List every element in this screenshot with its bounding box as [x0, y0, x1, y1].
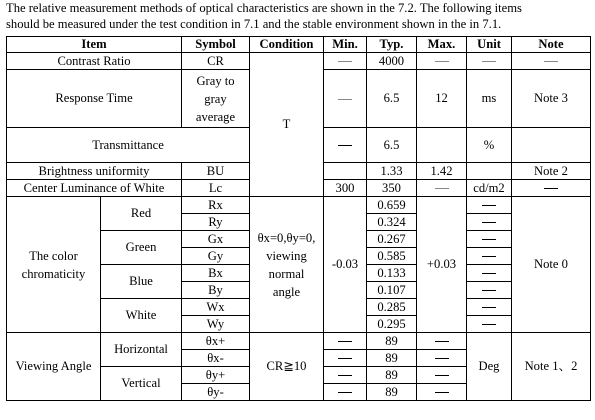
chroma-group-green: Green — [101, 231, 182, 265]
viewing-min-yp — [324, 367, 367, 384]
response-item: Response Time — [7, 70, 182, 128]
chroma-typ-gy: 0.585 — [367, 248, 417, 265]
chroma-unit-bx — [467, 265, 512, 282]
response-min — [324, 70, 367, 128]
chroma-condition-line-3: normal — [268, 266, 305, 281]
viewing-max-xm — [417, 350, 467, 367]
chroma-typ-ry: 0.324 — [367, 214, 417, 231]
chroma-symbol-ry: Ry — [182, 214, 250, 231]
viewing-note: Note 1、2 — [512, 333, 591, 401]
luminance-item: Center Luminance of White — [7, 180, 182, 197]
chroma-unit-wy — [467, 316, 512, 333]
header-condition: Condition — [250, 37, 324, 53]
chroma-condition-line-2: viewing — [266, 248, 307, 263]
viewing-typ-ym: 89 — [367, 384, 417, 401]
response-typ: 6.5 — [367, 70, 417, 128]
intro-line-1: The relative measurement methods of optical characteristics are shown in the 7.2. The following items — [6, 1, 522, 15]
chroma-max: +0.03 — [417, 197, 467, 333]
optical-characteristics-table — [6, 36, 591, 401]
chroma-symbol-wx: Wx — [182, 299, 250, 316]
chroma-symbol-by: By — [182, 282, 250, 299]
viewing-typ-xm: 89 — [367, 350, 417, 367]
luminance-max — [417, 180, 467, 197]
contrast-min — [324, 53, 367, 70]
chroma-symbol-gx: Gx — [182, 231, 250, 248]
brightness-typ: 1.33 — [367, 163, 417, 180]
viewing-group-horizontal: Horizontal — [101, 333, 182, 367]
viewing-min-ym — [324, 384, 367, 401]
transmittance-unit: % — [467, 128, 512, 163]
intro-text — [6, 0, 591, 32]
chroma-condition-line-4: angle — [272, 284, 301, 299]
response-max: 12 — [417, 70, 467, 128]
brightness-max: 1.42 — [417, 163, 467, 180]
chroma-unit-rx — [467, 197, 512, 214]
response-note: Note 3 — [512, 70, 591, 128]
transmittance-condition: T — [250, 53, 324, 197]
viewing-typ-xp: 89 — [367, 333, 417, 350]
brightness-unit — [467, 163, 512, 180]
viewing-max-yp — [417, 367, 467, 384]
chroma-typ-by: 0.107 — [367, 282, 417, 299]
contrast-item: Contrast Ratio — [7, 53, 182, 70]
response-unit: ms — [467, 70, 512, 128]
chroma-min: -0.03 — [324, 197, 367, 333]
chroma-unit-ry — [467, 214, 512, 231]
chroma-typ-rx: 0.659 — [367, 197, 417, 214]
chroma-symbol-wy: Wy — [182, 316, 250, 333]
viewing-group-vertical: Vertical — [101, 367, 182, 401]
chroma-item — [7, 197, 101, 333]
table-row-contrast — [7, 53, 591, 70]
chroma-condition — [250, 197, 324, 333]
chroma-group-red: Red — [101, 197, 182, 231]
luminance-note — [512, 180, 591, 197]
response-symbol-line-2: gray — [204, 91, 227, 106]
contrast-note — [512, 53, 591, 70]
header-typ: Typ. — [367, 37, 417, 53]
header-row — [7, 37, 591, 53]
chroma-unit-wx — [467, 299, 512, 316]
contrast-symbol: CR — [182, 53, 250, 70]
transmittance-max — [417, 128, 467, 163]
chroma-symbol-gy: Gy — [182, 248, 250, 265]
header-max: Max. — [417, 37, 467, 53]
header-item: Item — [7, 37, 182, 53]
chroma-symbol-bx: Bx — [182, 265, 250, 282]
chroma-unit-gy — [467, 248, 512, 265]
viewing-typ-yp: 89 — [367, 367, 417, 384]
intro-line-2: should be measured under the test condition in 7.1 and the stable environment shown in the in 7.1. — [6, 17, 502, 31]
viewing-symbol-yp: θy+ — [182, 367, 250, 384]
luminance-symbol: Lc — [182, 180, 250, 197]
viewing-symbol-xp: θx+ — [182, 333, 250, 350]
response-symbol — [182, 70, 250, 128]
header-note: Note — [512, 37, 591, 53]
viewing-symbol-xm: θx- — [182, 350, 250, 367]
viewing-min-xp — [324, 333, 367, 350]
transmittance-item: Transmittance — [7, 128, 250, 163]
viewing-condition: CR≧10 — [250, 333, 324, 401]
chroma-item-line-1: The color — [29, 248, 78, 263]
brightness-min — [324, 163, 367, 180]
chroma-condition-line-1: θx=0,θy=0, — [257, 230, 316, 245]
viewing-min-xm — [324, 350, 367, 367]
luminance-typ: 350 — [367, 180, 417, 197]
brightness-note: Note 2 — [512, 163, 591, 180]
transmittance-typ: 6.5 — [367, 128, 417, 163]
table-row-chroma-rx — [7, 197, 591, 214]
brightness-item: Brightness uniformity — [7, 163, 182, 180]
chroma-unit-by — [467, 282, 512, 299]
chroma-typ-bx: 0.133 — [367, 265, 417, 282]
luminance-unit: cd/m2 — [467, 180, 512, 197]
header-symbol: Symbol — [182, 37, 250, 53]
contrast-max — [417, 53, 467, 70]
chroma-typ-wy: 0.295 — [367, 316, 417, 333]
chroma-unit-gx — [467, 231, 512, 248]
chroma-note: Note 0 — [512, 197, 591, 333]
contrast-unit — [467, 53, 512, 70]
viewing-unit: Deg — [467, 333, 512, 401]
contrast-typ: 4000 — [367, 53, 417, 70]
response-symbol-line-3: average — [195, 109, 236, 124]
brightness-symbol: BU — [182, 163, 250, 180]
viewing-max-xp — [417, 333, 467, 350]
chroma-group-blue: Blue — [101, 265, 182, 299]
luminance-min: 300 — [324, 180, 367, 197]
chroma-group-white: White — [101, 299, 182, 333]
header-min: Min. — [324, 37, 367, 53]
viewing-item: Viewing Angle — [7, 333, 101, 401]
chroma-symbol-rx: Rx — [182, 197, 250, 214]
header-unit: Unit — [467, 37, 512, 53]
response-symbol-line-1: Gray to — [196, 73, 235, 88]
transmittance-min — [324, 128, 367, 163]
table-row-view-xp — [7, 333, 591, 350]
chroma-typ-gx: 0.267 — [367, 231, 417, 248]
chroma-typ-wx: 0.285 — [367, 299, 417, 316]
viewing-symbol-ym: θy- — [182, 384, 250, 401]
transmittance-note — [512, 128, 591, 163]
chroma-item-line-2: chromaticity — [21, 266, 86, 281]
viewing-max-ym — [417, 384, 467, 401]
